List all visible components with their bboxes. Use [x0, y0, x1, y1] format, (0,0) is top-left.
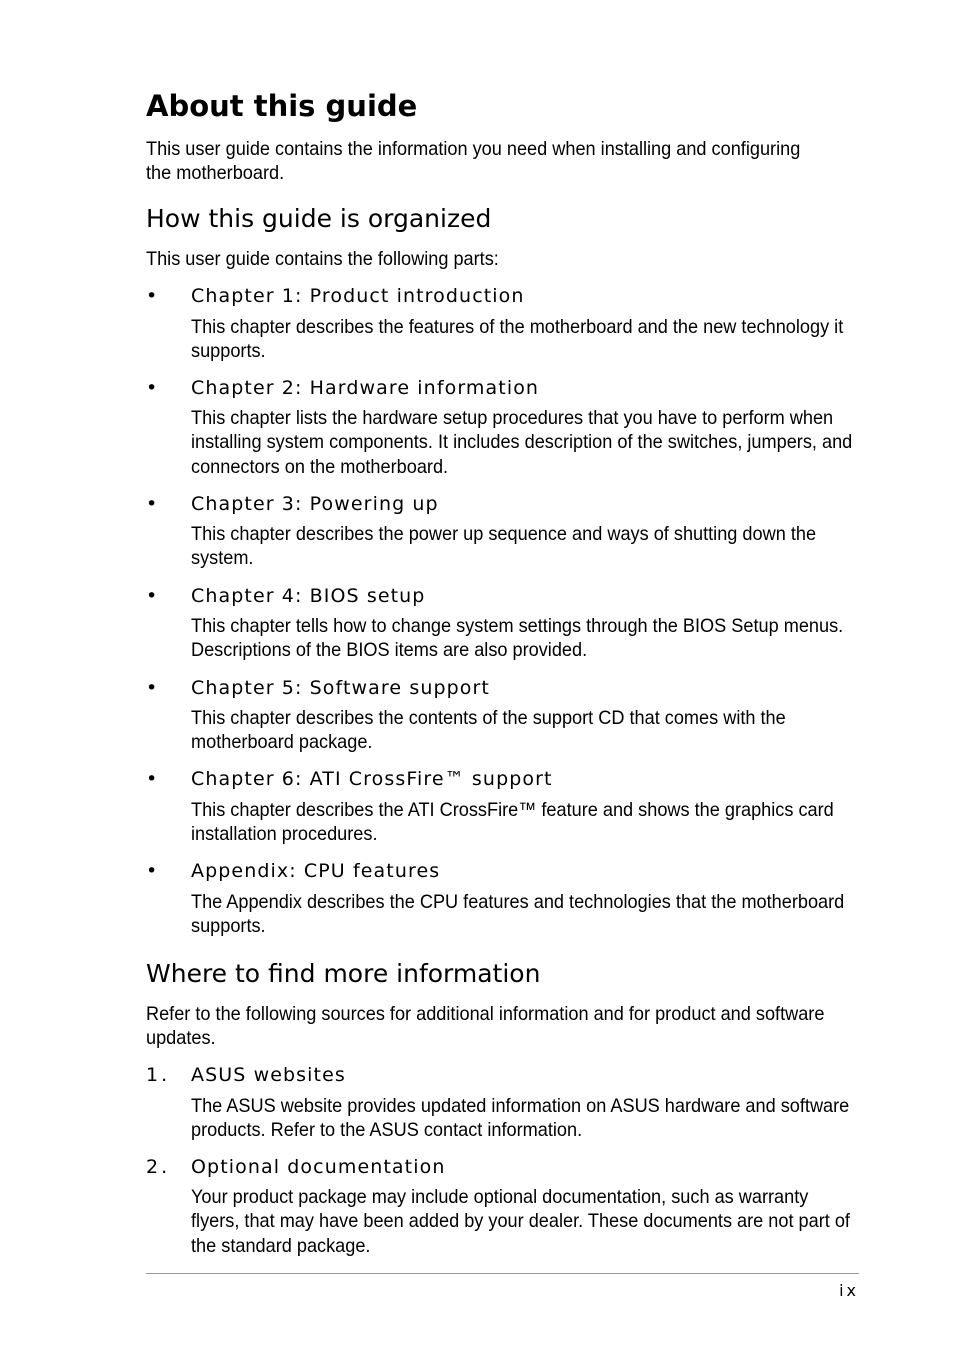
- item-title: Chapter 4: BIOS setup: [191, 585, 426, 607]
- bullet-icon: •: [146, 860, 158, 882]
- list-item: [146, 283, 859, 309]
- section-heading-more-info: Where to find more information: [146, 959, 541, 988]
- bullet-icon: •: [146, 377, 158, 399]
- page-title: About this guide: [146, 89, 418, 123]
- numbered-item: [146, 1062, 859, 1088]
- item-description: This chapter tells how to change system settings through the BIOS Setup menus. Descriptions of the BIOS items are also provided.: [191, 615, 844, 662]
- more-info-lead: Refer to the following sources for additional information and for product and software updates.: [146, 1003, 825, 1050]
- item-title: Appendix: CPU features: [191, 860, 441, 882]
- item-number: 1.: [146, 1064, 171, 1086]
- item-title: Chapter 6: ATI CrossFire™ support: [191, 768, 553, 790]
- intro-paragraph: This user guide contains the information you need when installing and configuring the motherboard.: [146, 138, 801, 185]
- item-description: Your product package may include optional documentation, such as warranty flyers, that may have been added by your dealer. These documents are not part of the standard package.: [191, 1186, 850, 1257]
- item-description: The Appendix describes the CPU features and technologies that the motherboard supports.: [191, 891, 845, 938]
- item-description: This chapter describes the ATI CrossFire™ feature and shows the graphics card installation procedures.: [191, 799, 834, 846]
- section-heading-organized: How this guide is organized: [146, 204, 492, 233]
- list-item: [146, 583, 859, 609]
- bullet-icon: •: [146, 585, 158, 607]
- item-title: Chapter 2: Hardware information: [191, 377, 540, 399]
- item-title: Chapter 1: Product introduction: [191, 285, 525, 307]
- numbered-item: [146, 1154, 859, 1180]
- page-number: ix: [839, 1281, 859, 1300]
- item-description: The ASUS website provides updated information on ASUS hardware and software products. Refer to the ASUS contact information.: [191, 1095, 850, 1142]
- footer-divider: [146, 1273, 859, 1274]
- bullet-icon: •: [146, 768, 158, 790]
- list-item: [146, 375, 859, 401]
- item-title: Chapter 3: Powering up: [191, 493, 439, 515]
- item-description: This chapter lists the hardware setup procedures that you have to perform when installing system components. It includes description of the switches, jumpers, and connectors on the motherboard.: [191, 407, 853, 478]
- item-title: Chapter 5: Software support: [191, 677, 490, 699]
- item-description: This chapter describes the power up sequence and ways of shutting down the system.: [191, 523, 817, 570]
- list-item: [146, 766, 859, 792]
- document-page: [146, 0, 859, 1351]
- bullet-icon: •: [146, 677, 158, 699]
- item-description: This chapter describes the features of the motherboard and the new technology it supports.: [191, 316, 844, 363]
- organized-lead: This user guide contains the following parts:: [146, 248, 499, 270]
- list-item: [146, 675, 859, 701]
- item-title: ASUS websites: [191, 1064, 346, 1086]
- item-number: 2.: [146, 1156, 171, 1178]
- bullet-icon: •: [146, 493, 158, 515]
- list-item: [146, 858, 859, 884]
- bullet-icon: •: [146, 285, 158, 307]
- list-item: [146, 491, 859, 517]
- item-title: Optional documentation: [191, 1156, 446, 1178]
- item-description: This chapter describes the contents of the support CD that comes with the motherboard package.: [191, 707, 786, 754]
